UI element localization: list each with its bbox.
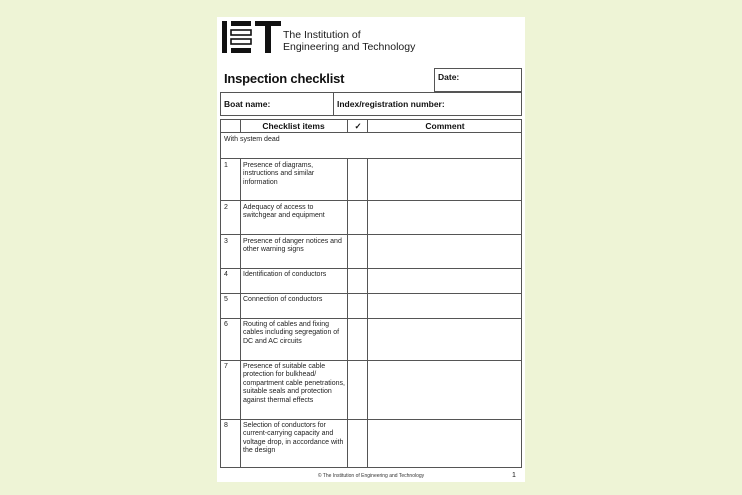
- tick-cell[interactable]: [348, 294, 367, 318]
- row-item: Presence of danger notices and other warning signs: [243, 238, 342, 254]
- form-title: Inspection checklist: [224, 71, 345, 86]
- comment-cell[interactable]: [368, 294, 521, 318]
- row-number: 5: [224, 296, 228, 303]
- copyright-footer: © The Institution of Engineering and Technology: [317, 473, 425, 479]
- row-item: Selection of conductors for current-carrying capacity and voltage drop, in accordance with the design: [243, 422, 344, 455]
- row-number: 2: [224, 204, 228, 211]
- row-number: 8: [224, 422, 228, 429]
- checklist-table: [220, 119, 522, 468]
- tick-cell[interactable]: [348, 319, 367, 360]
- header-checklist-items: Checklist items: [262, 121, 325, 131]
- header-tick-icon: ✓: [354, 121, 362, 131]
- row-item: Connection of conductors: [243, 296, 323, 303]
- row-item: Presence of suitable cable protection for bulkhead/ compartment cable penetrations, suitable seals and protection against thermal effects: [243, 363, 345, 404]
- header-col-line-2: [347, 120, 348, 132]
- tick-cell[interactable]: [348, 420, 367, 467]
- index-number-label: Index/registration number:: [337, 99, 445, 109]
- organisation-line-2: Engineering and Technology: [283, 41, 416, 53]
- iet-logo: [222, 21, 282, 53]
- organisation-line-1: The Institution of: [283, 29, 361, 41]
- comment-cell[interactable]: [368, 159, 521, 200]
- row-number: 3: [224, 238, 228, 245]
- header-col-line-1: [240, 120, 241, 132]
- comment-cell[interactable]: [368, 361, 521, 419]
- date-field[interactable]: [434, 68, 522, 92]
- row-item: Adequacy of access to switchgear and equipment: [243, 204, 325, 220]
- comment-cell[interactable]: [368, 420, 521, 467]
- tick-cell[interactable]: [348, 269, 367, 293]
- comment-cell[interactable]: [368, 201, 521, 234]
- organisation-name: [283, 29, 415, 53]
- tick-cell[interactable]: [348, 235, 367, 268]
- header-comment: Comment: [425, 121, 465, 131]
- checklist-page: [217, 17, 525, 482]
- body-col-line-1: [240, 158, 241, 467]
- tick-cell[interactable]: [348, 201, 367, 234]
- tick-cell[interactable]: [348, 159, 367, 200]
- row-number: 4: [224, 271, 228, 278]
- boat-name-field[interactable]: [221, 93, 333, 115]
- comment-cell[interactable]: [368, 319, 521, 360]
- row-item: Routing of cables and fixing cables including segregation of DC and AC circuits: [243, 321, 340, 345]
- row-number: 1: [224, 162, 228, 169]
- page-number: 1: [512, 472, 516, 479]
- comment-cell[interactable]: [368, 269, 521, 293]
- boat-details-row: [220, 92, 522, 116]
- row-item: Identification of conductors: [243, 271, 327, 278]
- index-number-field[interactable]: [334, 93, 521, 115]
- section-label: With system dead: [224, 136, 280, 143]
- header-divider: [221, 132, 521, 133]
- boat-name-label: Boat name:: [224, 99, 271, 109]
- date-label: Date:: [438, 72, 460, 82]
- row-number: 6: [224, 321, 228, 328]
- comment-cell[interactable]: [368, 235, 521, 268]
- row-item: Presence of diagrams, instructions and similar information: [243, 162, 315, 186]
- header-col-line-3: [367, 120, 368, 132]
- row-number: 7: [224, 363, 228, 370]
- tick-cell[interactable]: [348, 361, 367, 419]
